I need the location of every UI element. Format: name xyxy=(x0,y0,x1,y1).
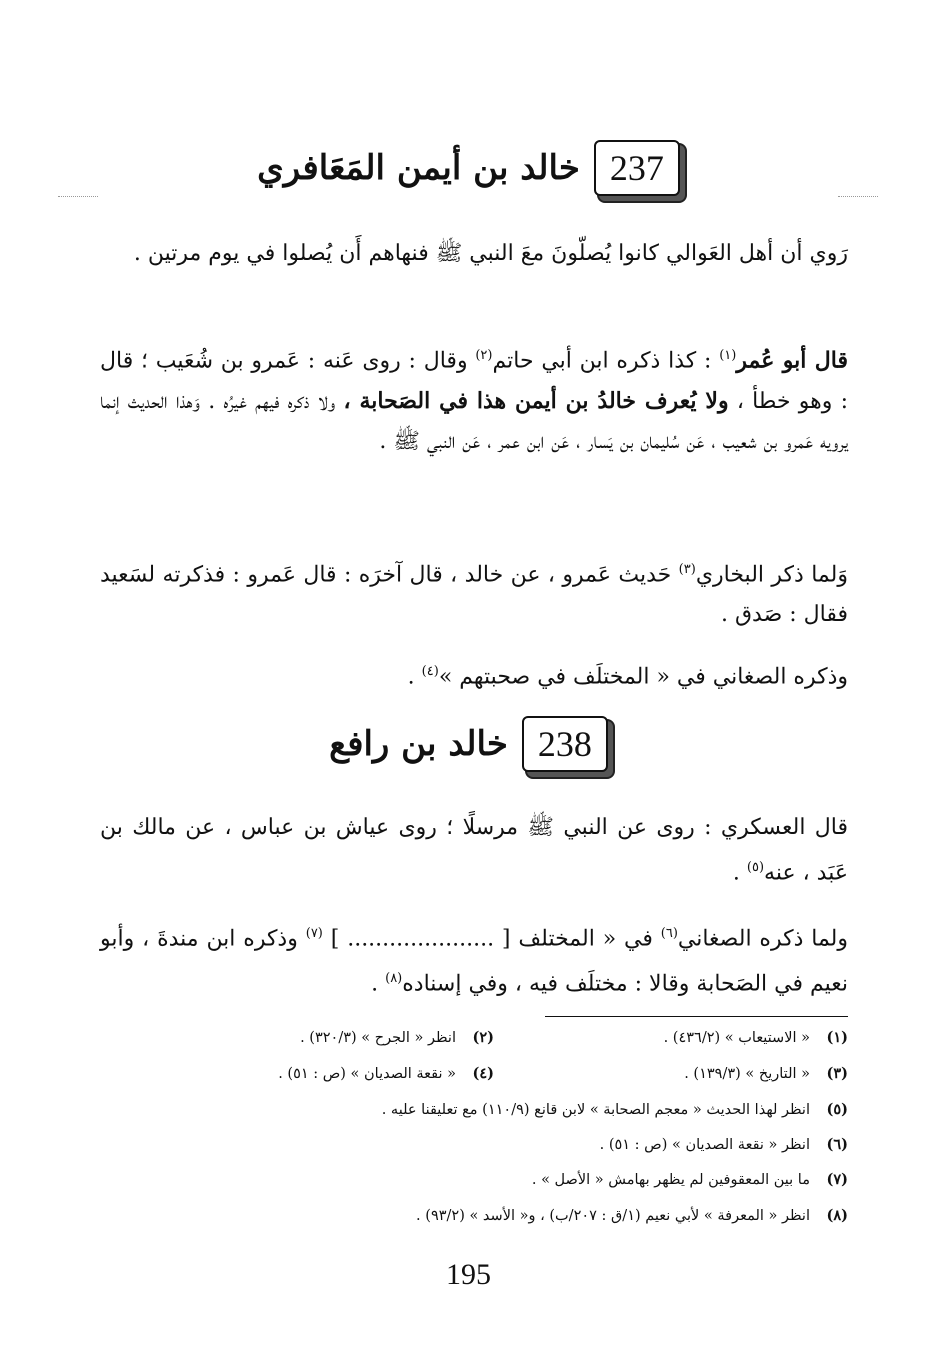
footnote-row xyxy=(140,1064,848,1084)
paragraph-text: ولما ذكره الصغاني xyxy=(677,926,848,952)
footnote-ref: (٦) xyxy=(660,926,678,941)
paragraph-abu-umar xyxy=(100,336,848,462)
paragraph-text: وذكره ابن مندةَ ، وأبو نعيم في الصَحابة وقالا : مختلَف فيه ، وفي إسناده xyxy=(100,926,848,997)
footnote-row xyxy=(140,1206,848,1226)
footnote-1 xyxy=(494,1028,848,1048)
footnote-row xyxy=(140,1028,848,1048)
entry-title: خالد بن رافع xyxy=(329,724,508,764)
footnote-text: انظر « نقعة الصديان » (ص : ٥١) . xyxy=(599,1137,810,1153)
footnote-ref: (٣) xyxy=(678,562,696,577)
scan-speck xyxy=(58,196,98,197)
footnote-text: « نقعة الصديان » (ص : ٥١) . xyxy=(278,1066,456,1082)
footnote-8 xyxy=(140,1206,848,1226)
footnote-5 xyxy=(140,1100,848,1120)
footnote-separator xyxy=(545,1016,848,1017)
paragraph-text: حَديث عَمرو ، عن خالد ، قال آخرَه : قال عَمرو : فذكرته لسَعيد فقال : صَدق . xyxy=(100,562,848,628)
footnote-number: (١) xyxy=(826,1029,848,1046)
footnote-ref: (١) xyxy=(719,348,737,363)
paragraph-text: قال العسكري : روى عن النبي ﷺ مرسلًا ؛ روى عياش بن عباس ، عن مالك بن عَبَد ، عنه xyxy=(100,815,848,886)
footnote-number: (٣) xyxy=(826,1065,848,1082)
paragraph-intro xyxy=(100,234,848,274)
paragraph-text: في « المختلف [ ..................... ] xyxy=(322,926,661,952)
scan-speck xyxy=(838,196,878,197)
paragraph-text: ولا ذكره فيهم غيرُه . وَهذا الحديث إنما يرويه عَمرو بن شعيب ، عَن سُليمان بن يَسار ، عَن ابن عمر ، عَن النبي ﷺ . xyxy=(100,389,848,455)
footnote-6 xyxy=(140,1135,848,1155)
footnote-number: (٥) xyxy=(826,1101,848,1118)
footnote-3 xyxy=(494,1064,848,1084)
paragraph-text: وقال : روى عَنه : عَمرو بن شُعَيب ؛ قال : وهو خطأ ، xyxy=(100,348,849,415)
paragraph-text: . xyxy=(732,860,747,886)
footnote-text: ما بين المعقوفين لم يظهر بهامش « الأصل » . xyxy=(531,1172,810,1188)
footnote-text: انظر لهذا الحديث « معجم الصحابة » لابن قانع (١١٠/٩) مع تعليقنا عليه . xyxy=(381,1102,810,1118)
footnote-number: (٢) xyxy=(472,1029,494,1046)
paragraph-text: . xyxy=(407,664,422,690)
entry-number-box: 237 xyxy=(594,140,680,196)
footnote-text: « الاستيعاب » (٤٣٦/٢) . xyxy=(663,1030,810,1046)
footnote-number: (٤) xyxy=(472,1065,494,1082)
footnote-2 xyxy=(140,1028,494,1048)
paragraph-text: : كذا ذكره ابن أبي حاتم xyxy=(492,348,720,374)
entry-number-box: 238 xyxy=(522,716,608,772)
footnote-ref: (٢) xyxy=(475,348,493,363)
entry-heading-238 xyxy=(0,716,937,772)
bold-text: ولا يُعرف خالدُ بن أيمن هذا في الصَحابة ، xyxy=(343,388,729,415)
paragraph-mukhtalif xyxy=(100,914,848,1005)
entry-title: خالد بن أيمن المَعَافري xyxy=(257,148,580,188)
footnote-row xyxy=(140,1170,848,1190)
page-number: 195 xyxy=(446,1258,491,1291)
paragraph-text: وذكره الصغاني في « المختلَف في صحبتهم » xyxy=(438,664,848,690)
footnote-number: (٧) xyxy=(826,1171,848,1188)
bold-text: قال أبو عُمر xyxy=(736,347,849,374)
footnote-ref: (٤) xyxy=(421,664,439,679)
paragraph-saghani xyxy=(100,652,848,697)
footnote-row xyxy=(140,1135,848,1155)
footnote-ref: (٥) xyxy=(746,860,765,875)
footnote-row xyxy=(140,1100,848,1120)
footnote-ref: (٨) xyxy=(385,971,403,987)
paragraph-text: رَوي أن أهل العَوالي كانوا يُصلّونَ معَ النبي ﷺ فنهاهم أَن يُصلوا في يوم مرتين . xyxy=(133,241,848,266)
footnote-text: انظر « الجرح » (٣٢٠/٣) . xyxy=(300,1030,456,1046)
footnote-4 xyxy=(140,1064,494,1084)
entry-heading-237 xyxy=(0,140,937,196)
footnote-7 xyxy=(140,1170,848,1190)
footnote-number: (٨) xyxy=(826,1207,848,1224)
footnote-text: « التاريخ » (١٣٩/٣) . xyxy=(684,1066,810,1082)
paragraph-text: وَلما ذكر البخاري xyxy=(695,562,848,588)
paragraph-askari xyxy=(100,808,848,893)
paragraph-bukhari xyxy=(100,550,848,635)
paragraph-text: . xyxy=(371,971,386,997)
footnote-number: (٦) xyxy=(826,1136,848,1153)
footnote-text: انظر « المعرفة » لأبي نعيم (١/ق : ٢٠٧/ب) ، و« الأسد » (٩٣/٢) . xyxy=(416,1208,810,1224)
footnote-ref: (٧) xyxy=(305,926,323,941)
